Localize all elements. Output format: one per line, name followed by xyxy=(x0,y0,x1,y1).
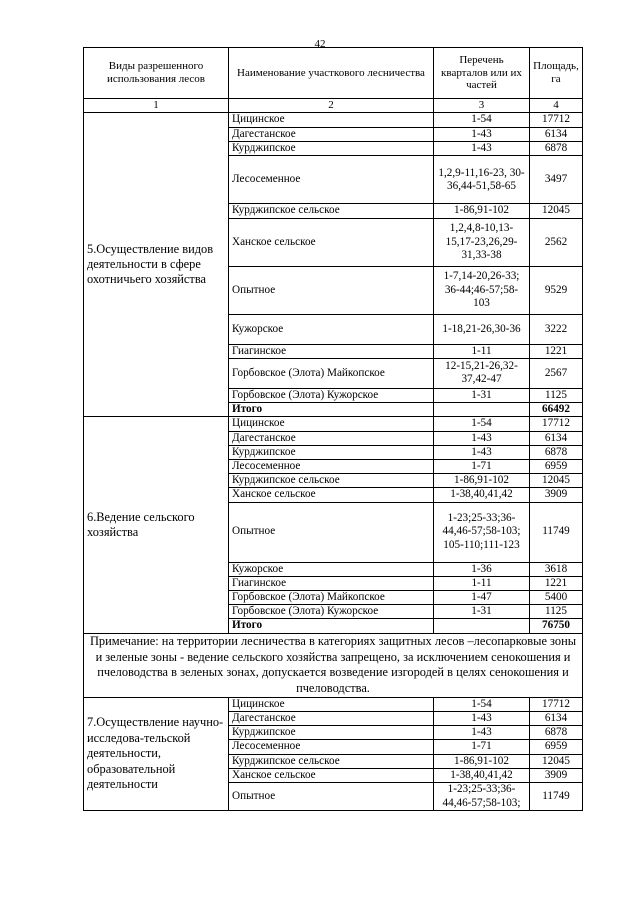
quarters-cell: 1-11 xyxy=(434,344,530,358)
quarters-cell: 1-31 xyxy=(434,388,530,402)
forestry-name-cell: Ханское сельское xyxy=(229,218,434,266)
note-text: Примечание: на территории лесничества в категориях защитных лесов –лесопарковые зоны и зеленые зоны - ведение сельского хозяйства запрещено, за исключением сенокошения и пчеловодства в зеленых зонах, допускается возведение изгородей в целях сенокошения и пчеловодства. xyxy=(84,633,583,697)
quarters-cell: 1-47 xyxy=(434,591,530,605)
quarters-cell: 1-86,91-102 xyxy=(434,204,530,218)
header-area: Площадь, га xyxy=(530,48,583,99)
forestry-name-cell: Лесосеменное xyxy=(229,156,434,204)
area-cell: 6959 xyxy=(530,740,583,754)
header-quarters: Перечень кварталов или их частей xyxy=(434,48,530,99)
forestry-name-cell: Цицинское xyxy=(229,112,434,127)
area-cell: 9529 xyxy=(530,266,583,314)
area-cell: 1125 xyxy=(530,388,583,402)
forestry-name-cell: Курджипское сельское xyxy=(229,474,434,488)
area-cell: 3497 xyxy=(530,156,583,204)
quarters-cell: 1-54 xyxy=(434,417,530,431)
area-cell: 17712 xyxy=(530,417,583,431)
forestry-name-cell: Опытное xyxy=(229,502,434,562)
area-cell: 1125 xyxy=(530,605,583,619)
forestry-name-cell: Горбовское (Элота) Майкопское xyxy=(229,358,434,388)
area-cell: 1221 xyxy=(530,344,583,358)
quarters-cell: 1-23;25-33;36-44,46-57;58-103; 105-110;111-123 xyxy=(434,502,530,562)
table-row xyxy=(84,417,583,431)
quarters-cell: 1-23;25-33;36-44,46-57;58-103; xyxy=(434,783,530,811)
table-header-row xyxy=(84,48,583,99)
use-type-cell: 5.Осуществление видов деятельности в сфере охотничьего хозяйства xyxy=(84,112,229,416)
area-cell: 11749 xyxy=(530,783,583,811)
area-cell: 3909 xyxy=(530,488,583,502)
quarters-cell: 1-38,40,41,42 xyxy=(434,768,530,782)
total-label: Итого xyxy=(229,403,434,417)
area-cell: 6878 xyxy=(530,726,583,740)
forestry-name-cell: Курджипское сельское xyxy=(229,204,434,218)
area-cell: 11749 xyxy=(530,502,583,562)
total-value: 76750 xyxy=(530,619,583,633)
forestry-name-cell: Лесосеменное xyxy=(229,459,434,473)
forestry-name-cell: Горбовское (Элота) Кужорское xyxy=(229,388,434,402)
area-cell: 12045 xyxy=(530,204,583,218)
total-label: Итого xyxy=(229,619,434,633)
column-number: 3 xyxy=(434,99,530,113)
area-cell: 2567 xyxy=(530,358,583,388)
column-number-row xyxy=(84,99,583,113)
quarters-cell: 1-54 xyxy=(434,697,530,711)
forestry-name-cell: Дагестанское xyxy=(229,127,434,141)
area-cell: 6134 xyxy=(530,127,583,141)
quarters-cell: 1-7,14-20,26-33; 36-44;46-57;58-103 xyxy=(434,266,530,314)
forestry-name-cell: Курджипское xyxy=(229,445,434,459)
area-cell: 6959 xyxy=(530,459,583,473)
table-row xyxy=(84,112,583,127)
header-use: Виды разрешенного использования лесов xyxy=(84,48,229,99)
quarters-cell: 1-71 xyxy=(434,740,530,754)
quarters-cell: 1-43 xyxy=(434,127,530,141)
forestry-name-cell: Курджипское xyxy=(229,142,434,156)
forestry-name-cell: Курджипское сельское xyxy=(229,754,434,768)
quarters-cell: 1,2,4,8-10,13-15,17-23,26,29-31,33-38 xyxy=(434,218,530,266)
forestry-name-cell: Горбовское (Элота) Кужорское xyxy=(229,605,434,619)
forestry-name-cell: Дагестанское xyxy=(229,711,434,725)
quarters-cell: 1,2,9-11,16-23, 30-36,44-51,58-65 xyxy=(434,156,530,204)
area-cell: 3222 xyxy=(530,314,583,344)
quarters-cell: 1-71 xyxy=(434,459,530,473)
quarters-cell: 1-54 xyxy=(434,112,530,127)
column-number: 4 xyxy=(530,99,583,113)
quarters-cell: 1-86,91-102 xyxy=(434,474,530,488)
quarters-cell: 1-36 xyxy=(434,562,530,576)
forestry-name-cell: Гиагинское xyxy=(229,344,434,358)
forestry-name-cell: Ханское сельское xyxy=(229,488,434,502)
forestry-name-cell: Лесосеменное xyxy=(229,740,434,754)
quarters-cell: 1-43 xyxy=(434,445,530,459)
area-cell: 17712 xyxy=(530,112,583,127)
forestry-name-cell: Курджипское xyxy=(229,726,434,740)
area-cell: 2562 xyxy=(530,218,583,266)
quarters-cell: 1-18,21-26,30-36 xyxy=(434,314,530,344)
area-cell: 12045 xyxy=(530,474,583,488)
forestry-name-cell: Опытное xyxy=(229,783,434,811)
forestry-name-cell: Гиагинское xyxy=(229,576,434,590)
forestry-name-cell: Кужорское xyxy=(229,562,434,576)
area-cell: 3618 xyxy=(530,562,583,576)
quarters-cell: 1-43 xyxy=(434,711,530,725)
forestry-name-cell: Горбовское (Элота) Майкопское xyxy=(229,591,434,605)
use-type-cell: 7.Осуществление научно-исследова-тельской деятельности, образовательной деятельности xyxy=(84,697,229,810)
header-forestry: Наименование участкового лесничества xyxy=(229,48,434,99)
area-cell: 6878 xyxy=(530,445,583,459)
total-empty-cell xyxy=(434,403,530,417)
column-number: 1 xyxy=(84,99,229,113)
forestry-name-cell: Цицинское xyxy=(229,697,434,711)
forestry-name-cell: Опытное xyxy=(229,266,434,314)
forestry-name-cell: Кужорское xyxy=(229,314,434,344)
area-cell: 6878 xyxy=(530,142,583,156)
area-cell: 5400 xyxy=(530,591,583,605)
forest-use-table xyxy=(83,47,583,811)
total-value: 66492 xyxy=(530,403,583,417)
page-number: 42 xyxy=(314,38,326,50)
quarters-cell: 1-43 xyxy=(434,142,530,156)
quarters-cell: 1-38,40,41,42 xyxy=(434,488,530,502)
forestry-name-cell: Дагестанское xyxy=(229,431,434,445)
forestry-name-cell: Цицинское xyxy=(229,417,434,431)
total-empty-cell xyxy=(434,619,530,633)
forestry-name-cell: Ханское сельское xyxy=(229,768,434,782)
column-number: 2 xyxy=(229,99,434,113)
note-row xyxy=(84,633,583,697)
quarters-cell: 1-43 xyxy=(434,726,530,740)
quarters-cell: 1-31 xyxy=(434,605,530,619)
quarters-cell: 1-11 xyxy=(434,576,530,590)
quarters-cell: 1-43 xyxy=(434,431,530,445)
area-cell: 1221 xyxy=(530,576,583,590)
table-row xyxy=(84,697,583,711)
quarters-cell: 1-86,91-102 xyxy=(434,754,530,768)
area-cell: 17712 xyxy=(530,697,583,711)
area-cell: 6134 xyxy=(530,711,583,725)
use-type-cell: 6.Ведение сельского хозяйства xyxy=(84,417,229,633)
area-cell: 12045 xyxy=(530,754,583,768)
area-cell: 3909 xyxy=(530,768,583,782)
area-cell: 6134 xyxy=(530,431,583,445)
quarters-cell: 12-15,21-26,32-37,42-47 xyxy=(434,358,530,388)
